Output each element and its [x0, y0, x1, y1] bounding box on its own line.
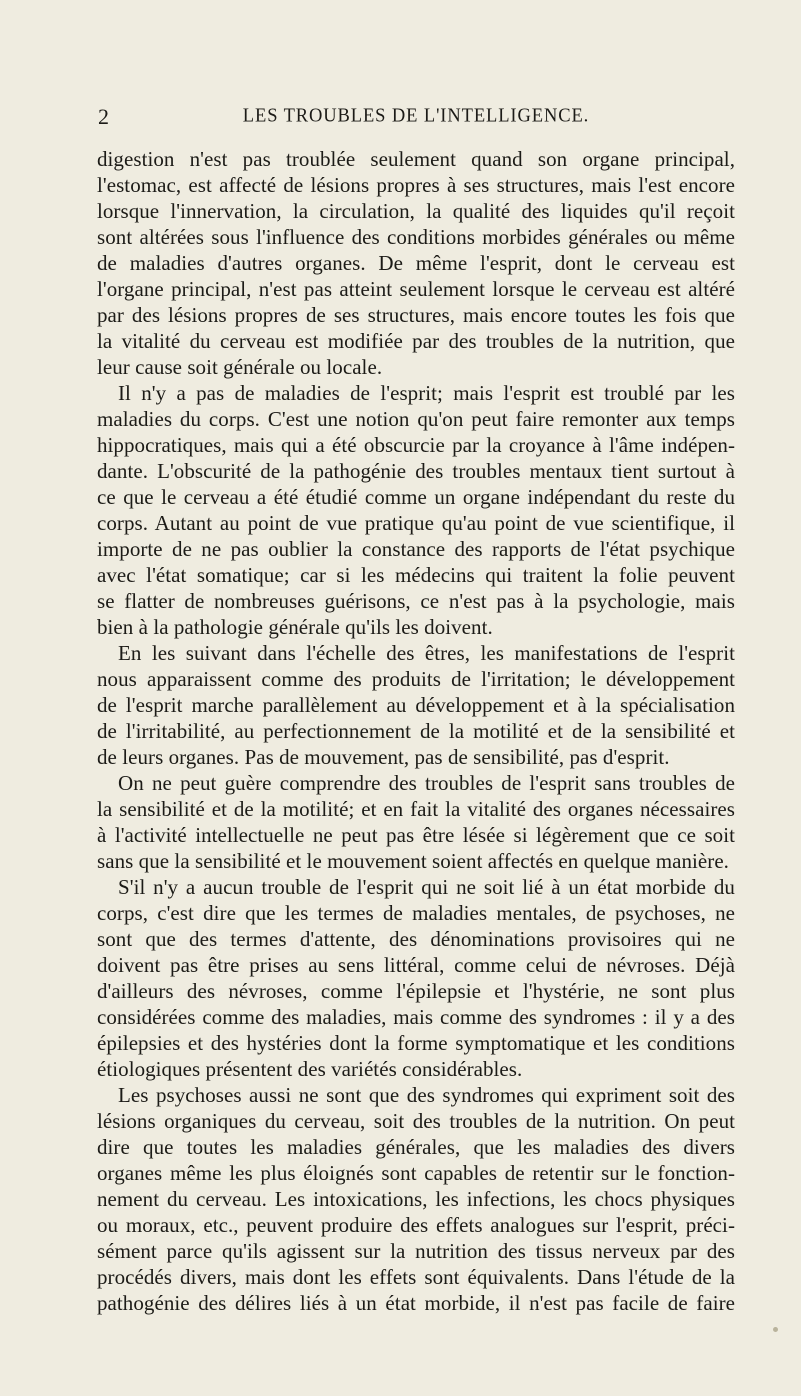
text-line: organes même les plus éloignés sont capables de retentir sur le fonction-	[97, 1161, 735, 1185]
text-line: d'ailleurs des névroses, comme l'épilepsie et l'hystérie, ne sont plus	[97, 979, 735, 1003]
text-line: de maladies d'autres organes. De même l'esprit, dont le cerveau est	[97, 251, 735, 275]
text-line: épilepsies et des hystéries dont la forme symptomatique et les conditions	[97, 1031, 735, 1055]
text-line: corps, c'est dire que les termes de maladies mentales, de psychoses, ne	[97, 901, 735, 925]
text-line: par des lésions propres de ses structures, mais encore toutes les fois que	[97, 303, 735, 327]
paper-speck	[773, 1327, 778, 1332]
text-line: Les psychoses aussi ne sont que des syndromes qui expriment soit des	[118, 1083, 735, 1107]
text-line: importe de ne pas oublier la constance des rapports de l'état psychique	[97, 537, 735, 561]
page-number: 2	[98, 104, 109, 129]
text-line: l'organe principal, n'est pas atteint seulement lorsque le cerveau est altéré	[97, 277, 735, 301]
text-line: sément parce qu'ils agissent sur la nutrition des tissus nerveux par des	[97, 1239, 735, 1263]
text-line: pathogénie des délires liés à un état morbide, il n'est pas facile de faire	[97, 1291, 735, 1315]
text-line: la sensibilité et de la motilité; et en fait la vitalité des organes nécessaires	[97, 797, 735, 821]
text-line: lésions organiques du cerveau, soit des troubles de la nutrition. On peut	[97, 1109, 735, 1133]
text-line: nous apparaissent comme des produits de l'irritation; le développement	[97, 667, 735, 691]
text-line: S'il n'y a aucun trouble de l'esprit qui ne soit lié à un état morbide du	[118, 875, 735, 899]
text-line: de l'irritabilité, au perfectionnement de la motilité et de la sensibilité et	[97, 719, 735, 743]
text-line: de leurs organes. Pas de mouvement, pas de sensibilité, pas d'esprit.	[97, 745, 670, 769]
text-line: Il n'y a pas de maladies de l'esprit; mais l'esprit est troublé par les	[118, 381, 735, 405]
text-line: bien à la pathologie générale qu'ils les doivent.	[97, 615, 493, 639]
running-head	[96, 104, 736, 134]
text-line: sont altérées sous l'influence des conditions morbides générales ou même	[97, 225, 735, 249]
text-line: dire que toutes les maladies générales, que les maladies des divers	[97, 1135, 735, 1159]
text-line: se flatter de nombreuses guérisons, ce n'est pas à la psychologie, mais	[97, 589, 735, 613]
text-line: ou moraux, etc., peuvent produire des effets analogues sur l'esprit, préci-	[97, 1213, 735, 1237]
text-line: étiologiques présentent des variétés considérables.	[97, 1057, 523, 1081]
text-line: sont que des termes d'attente, des dénominations provisoires qui ne	[97, 927, 735, 951]
text-line: En les suivant dans l'échelle des êtres, les manifestations de l'esprit	[118, 641, 735, 665]
text-line: considérées comme des maladies, mais comme des syndromes : il y a des	[97, 1005, 735, 1029]
text-line: la vitalité du cerveau est modifiée par des troubles de la nutrition, que	[97, 329, 735, 353]
text-line: nement du cerveau. Les intoxications, les infections, les chocs physiques	[97, 1187, 735, 1211]
text-line: hippocratiques, mais qui a été obscurcie par la croyance à l'âme indépen-	[97, 433, 735, 457]
text-line: leur cause soit générale ou locale.	[97, 355, 383, 379]
text-line: à l'activité intellectuelle ne peut pas être lésée si légèrement que ce soit	[97, 823, 735, 847]
text-line: lorsque l'innervation, la circulation, la qualité des liquides qu'il reçoit	[97, 199, 735, 223]
text-line: de l'esprit marche parallèlement au développement et à la spécialisation	[97, 693, 735, 717]
body-text	[97, 146, 735, 1316]
text-line: l'estomac, est affecté de lésions propres à ses structures, mais l'est encore	[97, 173, 735, 197]
running-title: LES TROUBLES DE L'INTELLIGENCE.	[242, 105, 590, 127]
text-line: ce que le cerveau a été étudié comme un organe indépendant du reste du	[97, 485, 735, 509]
text-line: dante. L'obscurité de la pathogénie des troubles mentaux tient surtout à	[97, 459, 735, 483]
text-line: doivent pas être prises au sens littéral, comme celui de névroses. Déjà	[97, 953, 735, 977]
text-line: avec l'état somatique; car si les médecins qui traitent la folie peuvent	[97, 563, 735, 587]
text-line: maladies du corps. C'est une notion qu'on peut faire remonter aux temps	[97, 407, 735, 431]
text-line: corps. Autant au point de vue pratique qu'au point de vue scientifique, il	[97, 511, 735, 535]
text-line: procédés divers, mais dont les effets sont équivalents. Dans l'étude de la	[97, 1265, 735, 1289]
text-line: sans que la sensibilité et le mouvement soient affectés en quelque manière.	[97, 849, 729, 873]
text-line: digestion n'est pas troublée seulement quand son organe principal,	[97, 147, 735, 171]
text-line: On ne peut guère comprendre des troubles de l'esprit sans troubles de	[118, 771, 735, 795]
